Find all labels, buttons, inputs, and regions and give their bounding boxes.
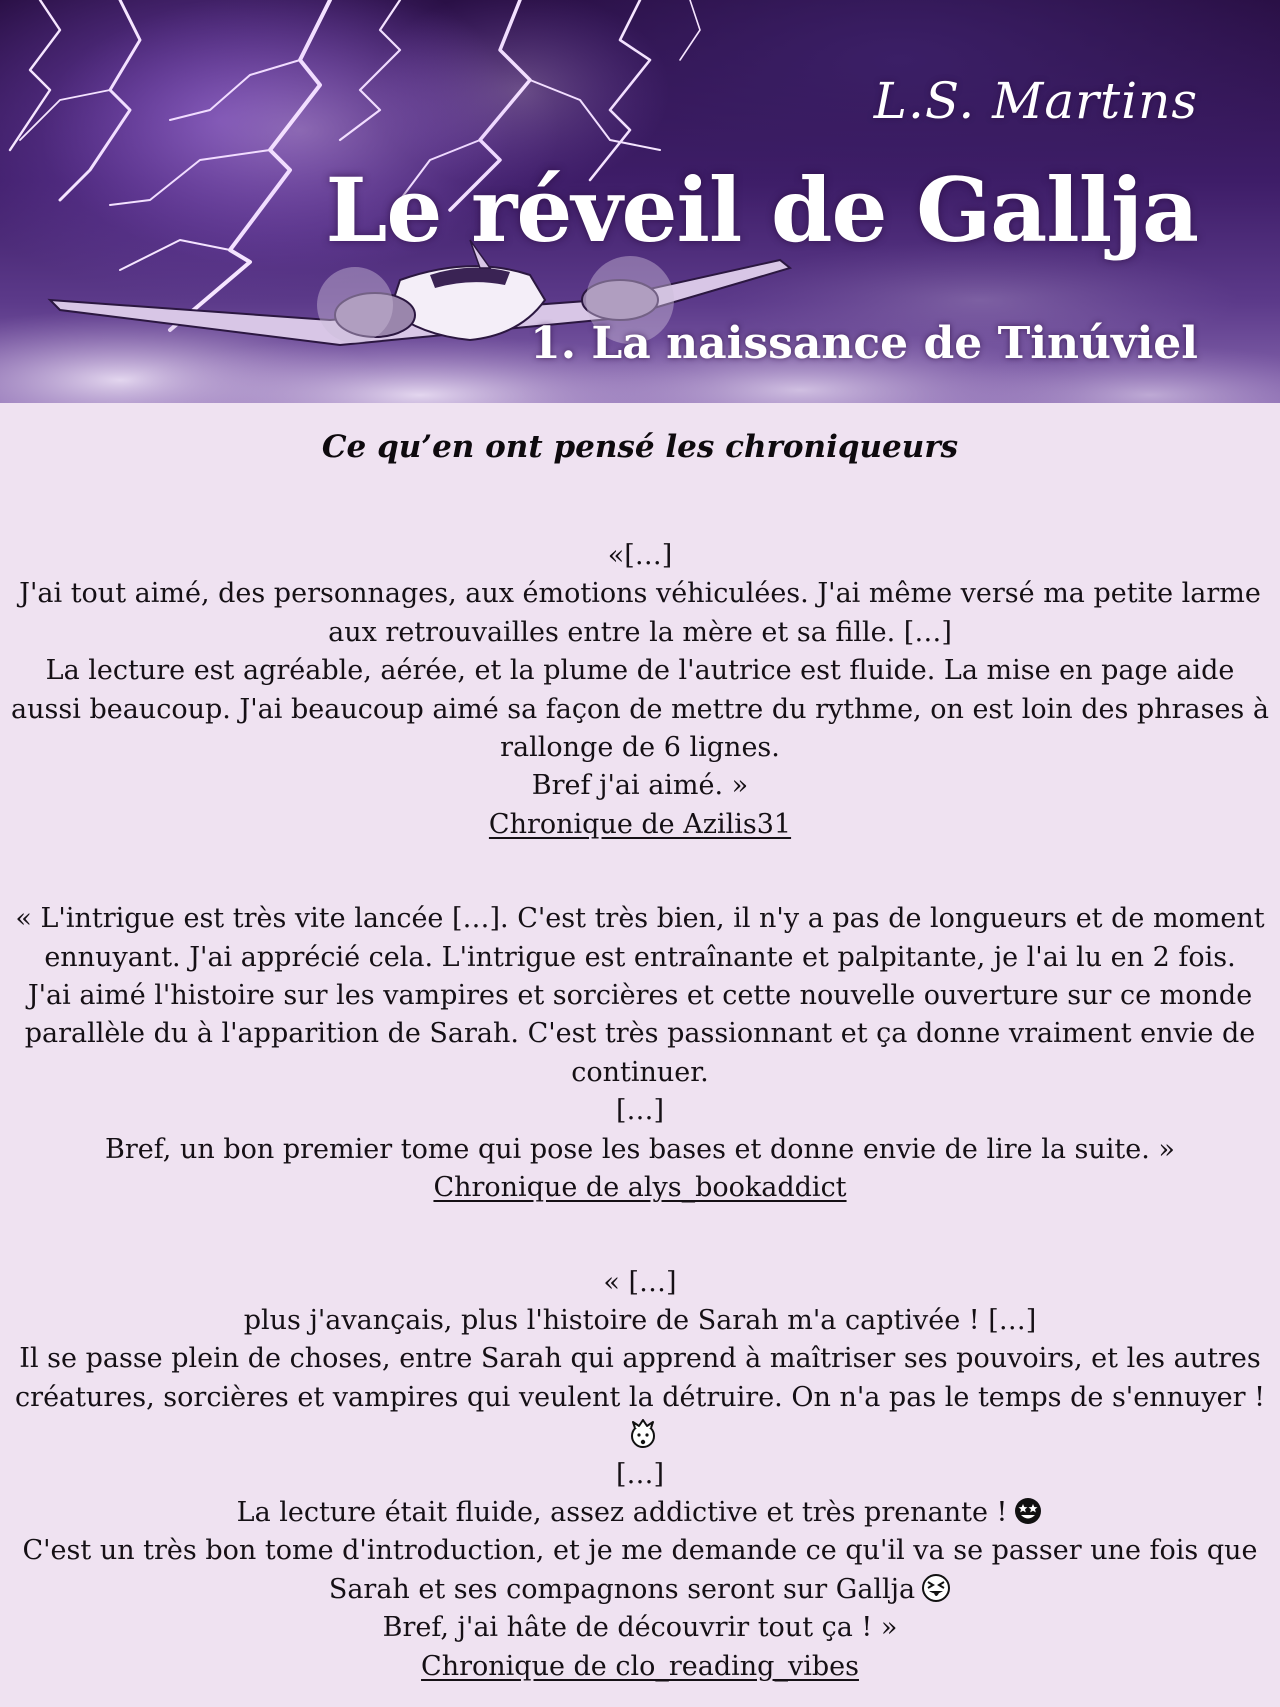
author-name: L.S. Martins (873, 72, 1198, 130)
review-line: Il se passe plein de choses, entre Sarah qui apprend à maîtriser ses pouvoirs, et les autres créatures, sorcières et vampires qui veulent la détruire. On n'a pas le temps de s'ennuyer ! (10, 1340, 1270, 1455)
exploding-head-icon (628, 1419, 658, 1449)
review-link-alys-bookaddict[interactable]: Chronique de alys_bookaddict (433, 1172, 847, 1204)
review-line: J'ai aimé l'histoire sur les vampires et sorcières et cette nouvelle ouverture sur ce monde parallèle du à l'apparition de Sarah. C'est très passionnant et ça donne vraiment envie de continuer. (24, 980, 1256, 1088)
review-line: La lecture était fluide, assez addictive et très prenante ! (10, 1494, 1270, 1532)
review-link-clo-reading-vibes[interactable]: Chronique de clo_reading_vibes (421, 1650, 859, 1682)
review-line: […] (615, 1095, 665, 1127)
book-title: Le réveil de Gallja (325, 158, 1198, 262)
review-clo-reading-vibes (10, 1264, 1270, 1686)
review-line: Bref j'ai aimé. » (531, 770, 749, 802)
review-azilis31 (10, 537, 1270, 844)
review-line: «[…] (607, 540, 673, 571)
review-line: plus j'avançais, plus l'histoire de Sarah m'a captivée ! […] (243, 1304, 1037, 1336)
review-line: « […] (603, 1266, 677, 1298)
review-line: Bref, un bon premier tome qui pose les bases et donne envie de lire la suite. » (105, 1133, 1175, 1165)
review-alys-bookaddict (10, 900, 1270, 1207)
book-banner (0, 0, 1280, 403)
review-line: C'est un très bon tome d'introduction, et je me demande ce qu'il va se passer une fois que Sarah et ses compagnons seront sur Gallja (22, 1535, 1258, 1605)
review-line: J'ai tout aimé, des personnages, aux émotions véhiculées. J'ai même versé ma petite larme aux retrouvailles entre la mère et sa fille. […] (19, 578, 1261, 648)
reviews-section (0, 403, 1280, 1686)
review-line: […] (615, 1458, 665, 1490)
review-link-azilis31[interactable]: Chronique de Azilis31 (488, 808, 792, 840)
section-heading: Ce qu’en ont pensé les chroniqueurs (321, 429, 959, 465)
review-line: Bref, j'ai hâte de découvrir tout ça ! » (382, 1612, 898, 1644)
review-line: La lecture est agréable, aérée, et la plume de l'autrice est fluide. La mise en page aide aussi beaucoup. J'ai beaucoup aimé sa façon de mettre du rythme, on est loin des phrases à rallonge de 6 lignes. (11, 655, 1269, 764)
star-struck-icon (1013, 1496, 1043, 1526)
book-subtitle: 1. La naissance de Tinúviel (530, 318, 1198, 369)
review-line: « L'intrigue est très vite lancée […]. C'est très bien, il n'y a pas de longueurs et de moment ennuyant. J'ai apprécié cela. L'intrigue est entraînante et palpitante, je l'ai lu en 2 fois. (15, 903, 1265, 973)
squinting-tongue-icon (921, 1573, 951, 1603)
